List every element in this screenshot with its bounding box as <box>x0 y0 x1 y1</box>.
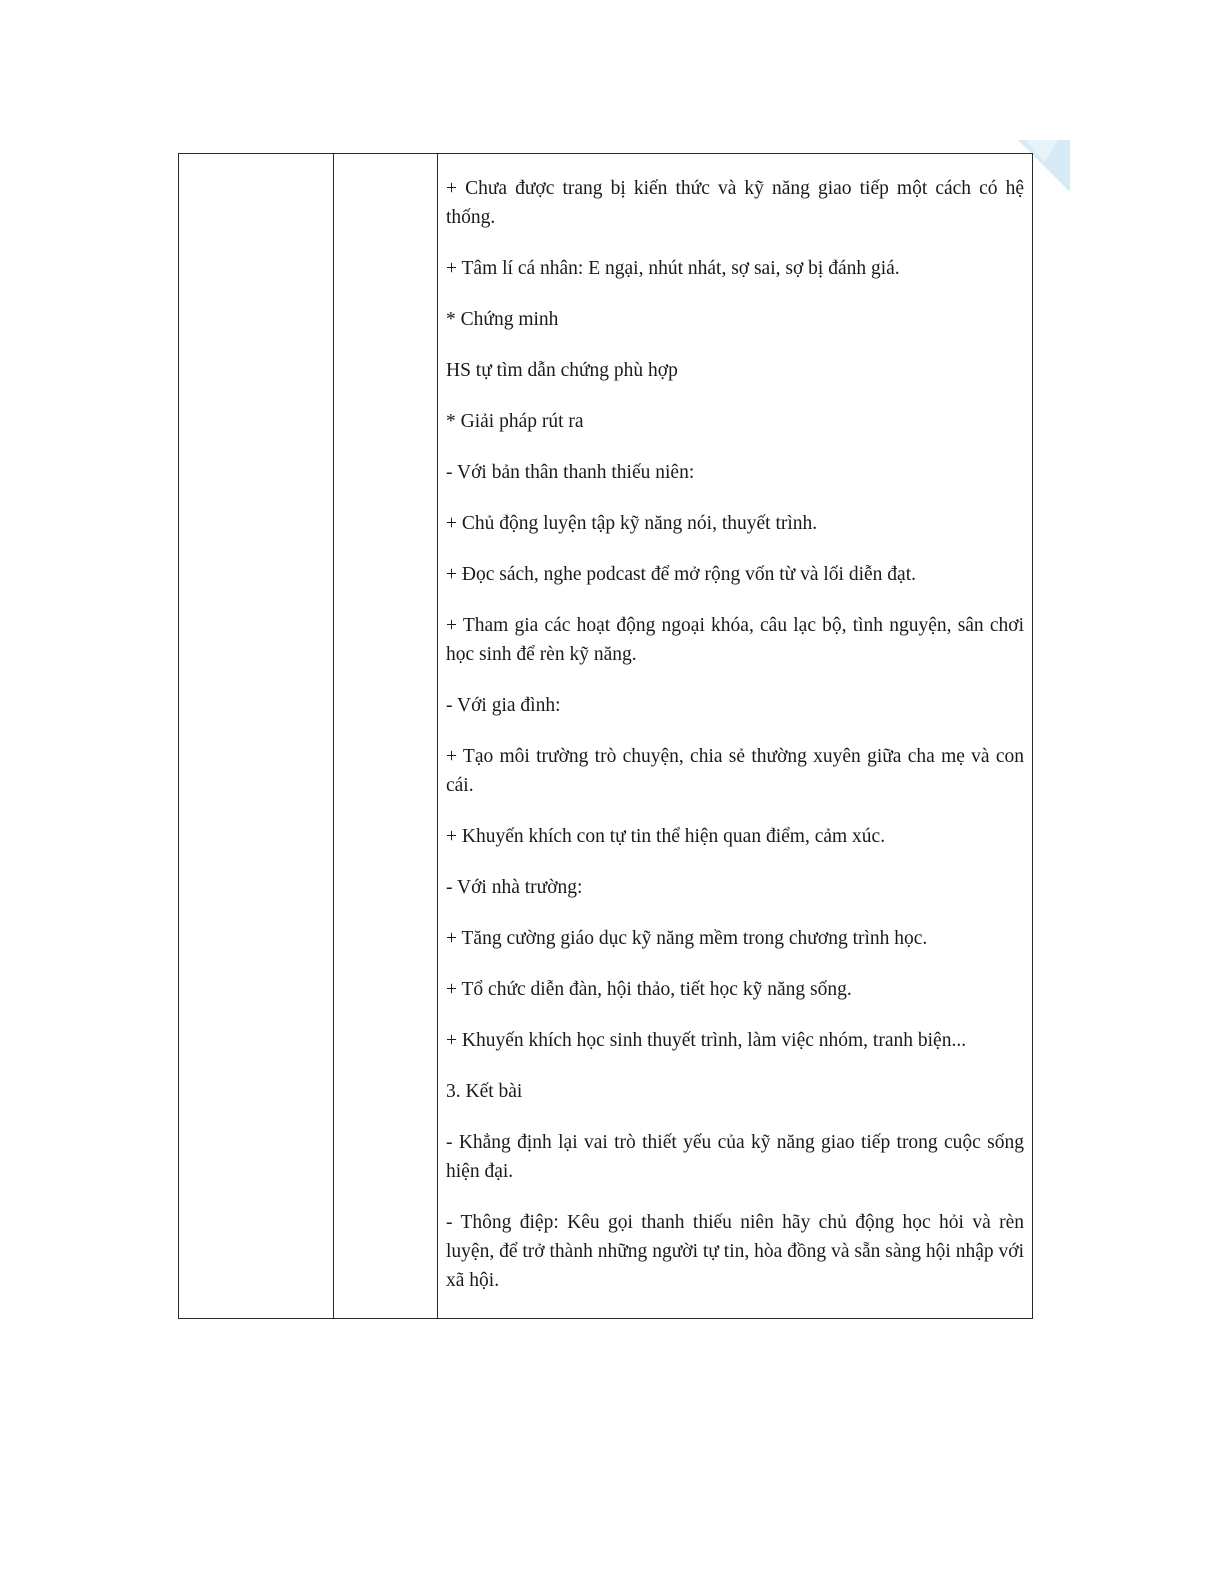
paragraph: + Tổ chức diễn đàn, hội thảo, tiết học kỹ năng sống. <box>446 979 852 1000</box>
paragraph: - Khẳng định lại vai trò thiết yếu của kỹ năng giao tiếp trong cuộc sống hiện đại. <box>446 1132 1024 1182</box>
paragraph: * Giải pháp rút ra <box>446 411 584 432</box>
paragraph: + Khuyến khích con tự tin thể hiện quan điểm, cảm xúc. <box>446 826 886 847</box>
paragraph: HS tự tìm dẫn chứng phù hợp <box>446 360 678 381</box>
paragraph: + Chủ động luyện tập kỹ năng nói, thuyết trình. <box>446 513 818 534</box>
paragraph: * Chứng minh <box>446 309 559 330</box>
paragraph: - Thông điệp: Kêu gọi thanh thiếu niên hãy chủ động học hỏi và rèn luyện, để trở thành những người tự tin, hòa đồng và sẵn sàng hội nhập với xã hội. <box>446 1212 1024 1291</box>
paragraph: - Với gia đình: <box>446 695 561 716</box>
section-heading: 3. Kết bài <box>446 1081 523 1102</box>
paragraph: + Tham gia các hoạt động ngoại khóa, câu lạc bộ, tình nguyện, sân chơi học sinh để rèn kỹ năng. <box>446 615 1024 665</box>
table-column-content <box>438 154 1032 1318</box>
table-column-2 <box>334 154 438 1318</box>
paragraph: + Tăng cường giáo dục kỹ năng mềm trong chương trình học. <box>446 928 928 949</box>
paragraph: + Tạo môi trường trò chuyện, chia sẻ thường xuyên giữa cha mẹ và con cái. <box>446 746 1024 796</box>
paragraph: + Khuyến khích học sinh thuyết trình, làm việc nhóm, tranh biện... <box>446 1030 967 1051</box>
paragraph: - Với nhà trường: <box>446 877 583 898</box>
table-column-1 <box>179 154 334 1318</box>
paragraph: - Với bản thân thanh thiếu niên: <box>446 462 695 483</box>
document-table <box>178 153 1033 1319</box>
paragraph: + Đọc sách, nghe podcast để mở rộng vốn từ và lối diễn đạt. <box>446 564 916 585</box>
paragraph: + Tâm lí cá nhân: E ngại, nhút nhát, sợ sai, sợ bị đánh giá. <box>446 258 900 279</box>
paragraph: + Chưa được trang bị kiến thức và kỹ năng giao tiếp một cách có hệ thống. <box>446 178 1024 228</box>
